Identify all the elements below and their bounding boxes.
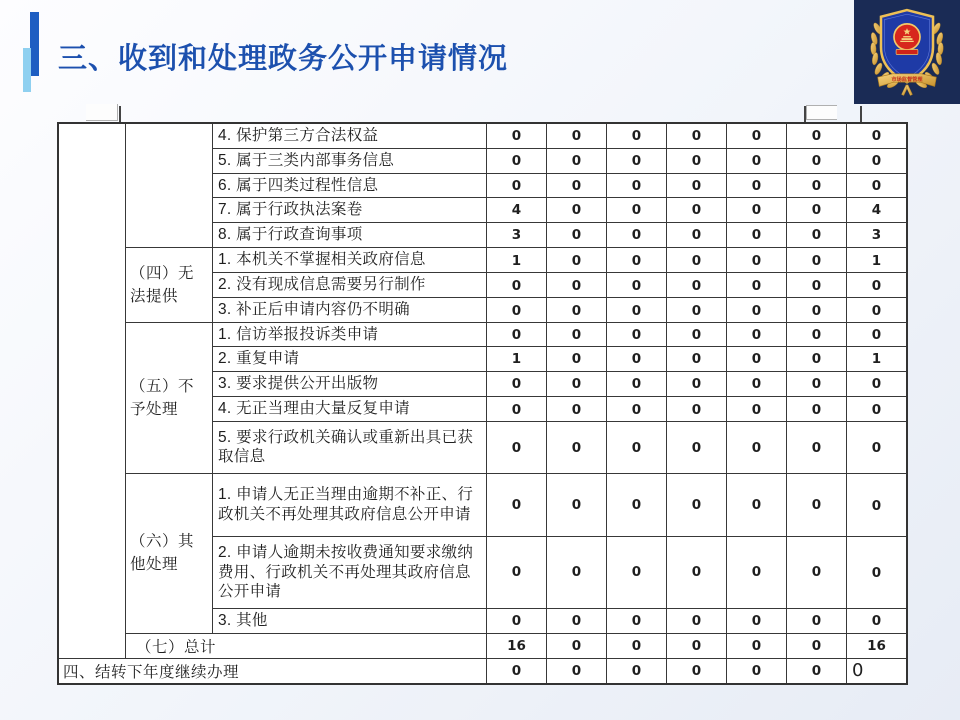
crop-handle-top-left — [86, 104, 118, 121]
table-row — [58, 123, 907, 148]
value-cell: 0 — [607, 608, 667, 633]
value-cell: 0 — [607, 297, 667, 322]
value-cell: 0 — [667, 397, 727, 422]
emblem-panel — [854, 0, 960, 104]
group-label-cell: （四）无法提供 — [126, 248, 213, 322]
value-cell: 0 — [727, 248, 787, 273]
value-cell: 0 — [787, 123, 847, 148]
value-cell: 0 — [847, 473, 908, 536]
item-label-cell: 2. 没有现成信息需要另行制作 — [213, 272, 487, 297]
table-container — [57, 122, 908, 685]
title-accent-bar-dark — [30, 12, 39, 76]
value-cell: 0 — [787, 372, 847, 397]
value-cell: 0 — [667, 198, 727, 223]
value-cell: 0 — [547, 297, 607, 322]
value-cell: 0 — [487, 473, 547, 536]
value-cell: 0 — [487, 322, 547, 347]
table-border-stub-right — [860, 106, 862, 122]
value-cell: 0 — [847, 536, 908, 608]
item-label-cell: 2. 重复申请 — [213, 347, 487, 372]
value-cell: 0 — [847, 297, 908, 322]
value-cell: 0 — [787, 633, 847, 658]
value-cell: 0 — [607, 248, 667, 273]
value-cell: 0 — [727, 347, 787, 372]
value-cell: 3 — [847, 223, 908, 248]
value-cell: 0 — [787, 223, 847, 248]
value-cell: 0 — [487, 421, 547, 473]
value-cell: 0 — [607, 148, 667, 173]
value-cell: 0 — [547, 223, 607, 248]
value-cell: 0 — [727, 297, 787, 322]
value-cell: 0 — [547, 322, 607, 347]
value-cell: 0 — [487, 397, 547, 422]
shield-ribbon-icon — [896, 49, 918, 54]
value-cell: 0 — [547, 198, 607, 223]
value-cell: 0 — [667, 473, 727, 536]
value-cell: 0 — [787, 198, 847, 223]
value-cell: 0 — [607, 658, 667, 684]
value-cell: 0 — [547, 123, 607, 148]
table-row — [58, 248, 907, 273]
value-cell: 0 — [727, 372, 787, 397]
item-label-cell: 4. 无正当理由大量反复申请 — [213, 397, 487, 422]
value-cell: 0 — [847, 322, 908, 347]
value-cell: 0 — [547, 473, 607, 536]
item-label-cell: 8. 属于行政查询事项 — [213, 223, 487, 248]
carryover-label-cell: 四、结转下年度继续办理 — [58, 658, 487, 684]
value-cell: 0 — [487, 372, 547, 397]
value-cell: 4 — [487, 198, 547, 223]
item-label-cell: 4. 保护第三方合法权益 — [213, 123, 487, 148]
value-cell: 0 — [727, 148, 787, 173]
value-cell: 1 — [487, 248, 547, 273]
value-cell: 0 — [607, 198, 667, 223]
total-row — [58, 633, 907, 658]
item-label-cell: 6. 属于四类过程性信息 — [213, 173, 487, 198]
banner-text: 市场监督管理 — [891, 76, 923, 83]
value-cell: 0 — [607, 397, 667, 422]
value-cell: 0 — [667, 536, 727, 608]
market-supervision-badge-icon — [865, 5, 949, 99]
value-cell: 1 — [847, 347, 908, 372]
value-cell: 4 — [847, 198, 908, 223]
value-cell: 0 — [727, 272, 787, 297]
value-cell: 0 — [847, 123, 908, 148]
value-cell: 0 — [547, 248, 607, 273]
value-cell: 0 — [547, 347, 607, 372]
value-cell: 0 — [667, 322, 727, 347]
value-cell: 0 — [547, 608, 607, 633]
table-row — [58, 322, 907, 347]
disclosure-table — [57, 122, 908, 685]
value-cell: 0 — [607, 473, 667, 536]
item-label-cell: 3. 补正后申请内容仍不明确 — [213, 297, 487, 322]
value-cell: 0 — [547, 658, 607, 684]
value-cell: 0 — [787, 397, 847, 422]
page-title: 三、收到和处理政务公开申请情况 — [58, 43, 509, 75]
item-label-cell: 1. 申请人无正当理由逾期不补正、行政机关不再处理其政府信息公开申请 — [213, 473, 487, 536]
value-cell: 0 — [847, 658, 908, 684]
value-cell: 3 — [487, 223, 547, 248]
value-cell: 0 — [607, 372, 667, 397]
value-cell: 0 — [667, 223, 727, 248]
value-cell: 0 — [667, 248, 727, 273]
value-cell: 0 — [487, 123, 547, 148]
value-cell: 0 — [727, 223, 787, 248]
value-cell: 0 — [727, 397, 787, 422]
value-cell: 0 — [787, 473, 847, 536]
value-cell: 0 — [607, 173, 667, 198]
value-cell: 0 — [727, 633, 787, 658]
item-label-cell: 1. 信访举报投诉类申请 — [213, 322, 487, 347]
value-cell: 0 — [787, 421, 847, 473]
value-cell: 0 — [607, 633, 667, 658]
value-cell: 0 — [787, 347, 847, 372]
item-label-cell: 2. 申请人逾期未按收费通知要求缴纳费用、行政机关不再处理其政府信息公开申请 — [213, 536, 487, 608]
value-cell: 0 — [787, 608, 847, 633]
value-cell: 0 — [487, 658, 547, 684]
value-cell: 0 — [487, 536, 547, 608]
title-accent-bar-light — [23, 48, 31, 92]
value-cell: 0 — [727, 473, 787, 536]
value-cell: 0 — [667, 148, 727, 173]
value-cell: 0 — [487, 173, 547, 198]
table-row — [58, 473, 907, 536]
value-cell: 0 — [727, 123, 787, 148]
crop-handle-top-right — [806, 105, 837, 120]
value-cell: 0 — [667, 297, 727, 322]
item-label-cell: 3. 其他 — [213, 608, 487, 633]
value-cell: 0 — [787, 272, 847, 297]
group-label-cell: （五）不予处理 — [126, 322, 213, 473]
value-cell: 0 — [547, 173, 607, 198]
table-border-stub-left — [119, 106, 121, 122]
value-cell: 1 — [487, 347, 547, 372]
value-cell: 0 — [487, 608, 547, 633]
value-cell: 0 — [547, 397, 607, 422]
value-cell: 0 — [607, 272, 667, 297]
value-cell: 0 — [667, 272, 727, 297]
value-cell: 0 — [487, 148, 547, 173]
value-cell: 0 — [547, 536, 607, 608]
value-cell: 0 — [727, 658, 787, 684]
value-cell: 0 — [667, 372, 727, 397]
value-cell: 0 — [787, 536, 847, 608]
value-cell: 0 — [667, 608, 727, 633]
value-cell: 0 — [667, 658, 727, 684]
value-cell: 0 — [667, 123, 727, 148]
value-cell: 0 — [607, 123, 667, 148]
item-label-cell: 5. 属于三类内部事务信息 — [213, 148, 487, 173]
value-cell: 0 — [547, 148, 607, 173]
value-cell: 0 — [847, 421, 908, 473]
value-cell: 0 — [727, 173, 787, 198]
value-cell: 0 — [607, 223, 667, 248]
value-cell: 0 — [607, 347, 667, 372]
value-cell: 0 — [847, 397, 908, 422]
carryover-row — [58, 658, 907, 684]
value-cell: 0 — [547, 372, 607, 397]
value-cell: 16 — [487, 633, 547, 658]
value-cell: 0 — [727, 322, 787, 347]
value-cell: 0 — [607, 421, 667, 473]
value-cell: 0 — [787, 148, 847, 173]
left-spacer-cell — [58, 123, 126, 658]
value-cell: 0 — [727, 421, 787, 473]
value-cell: 0 — [607, 322, 667, 347]
value-cell: 0 — [787, 658, 847, 684]
value-cell: 0 — [787, 248, 847, 273]
value-cell: 0 — [547, 272, 607, 297]
disclosure-table-body — [58, 123, 907, 684]
value-cell: 1 — [847, 248, 908, 273]
value-cell: 0 — [667, 173, 727, 198]
group-label-cell — [126, 123, 213, 248]
value-cell: 0 — [547, 421, 607, 473]
value-cell: 0 — [487, 272, 547, 297]
value-cell: 0 — [487, 297, 547, 322]
value-cell: 0 — [547, 633, 607, 658]
value-cell: 16 — [847, 633, 908, 658]
value-cell: 0 — [847, 148, 908, 173]
value-cell: 0 — [727, 608, 787, 633]
value-cell: 0 — [787, 297, 847, 322]
value-cell: 0 — [667, 421, 727, 473]
total-label-cell: （七）总计 — [126, 633, 487, 658]
item-label-cell: 1. 本机关不掌握相关政府信息 — [213, 248, 487, 273]
value-cell: 0 — [847, 173, 908, 198]
value-cell: 0 — [727, 198, 787, 223]
value-cell: 0 — [787, 322, 847, 347]
value-cell: 0 — [667, 633, 727, 658]
item-label-cell: 7. 属于行政执法案卷 — [213, 198, 487, 223]
item-label-cell: 3. 要求提供公开出版物 — [213, 372, 487, 397]
value-cell: 0 — [667, 347, 727, 372]
value-cell: 0 — [847, 372, 908, 397]
value-cell: 0 — [847, 608, 908, 633]
group-label-cell: （六）其他处理 — [126, 473, 213, 633]
value-cell: 0 — [727, 536, 787, 608]
value-cell: 0 — [787, 173, 847, 198]
item-label-cell: 5. 要求行政机关确认或重新出具已获取信息 — [213, 421, 487, 473]
value-cell: 0 — [607, 536, 667, 608]
value-cell: 0 — [847, 272, 908, 297]
